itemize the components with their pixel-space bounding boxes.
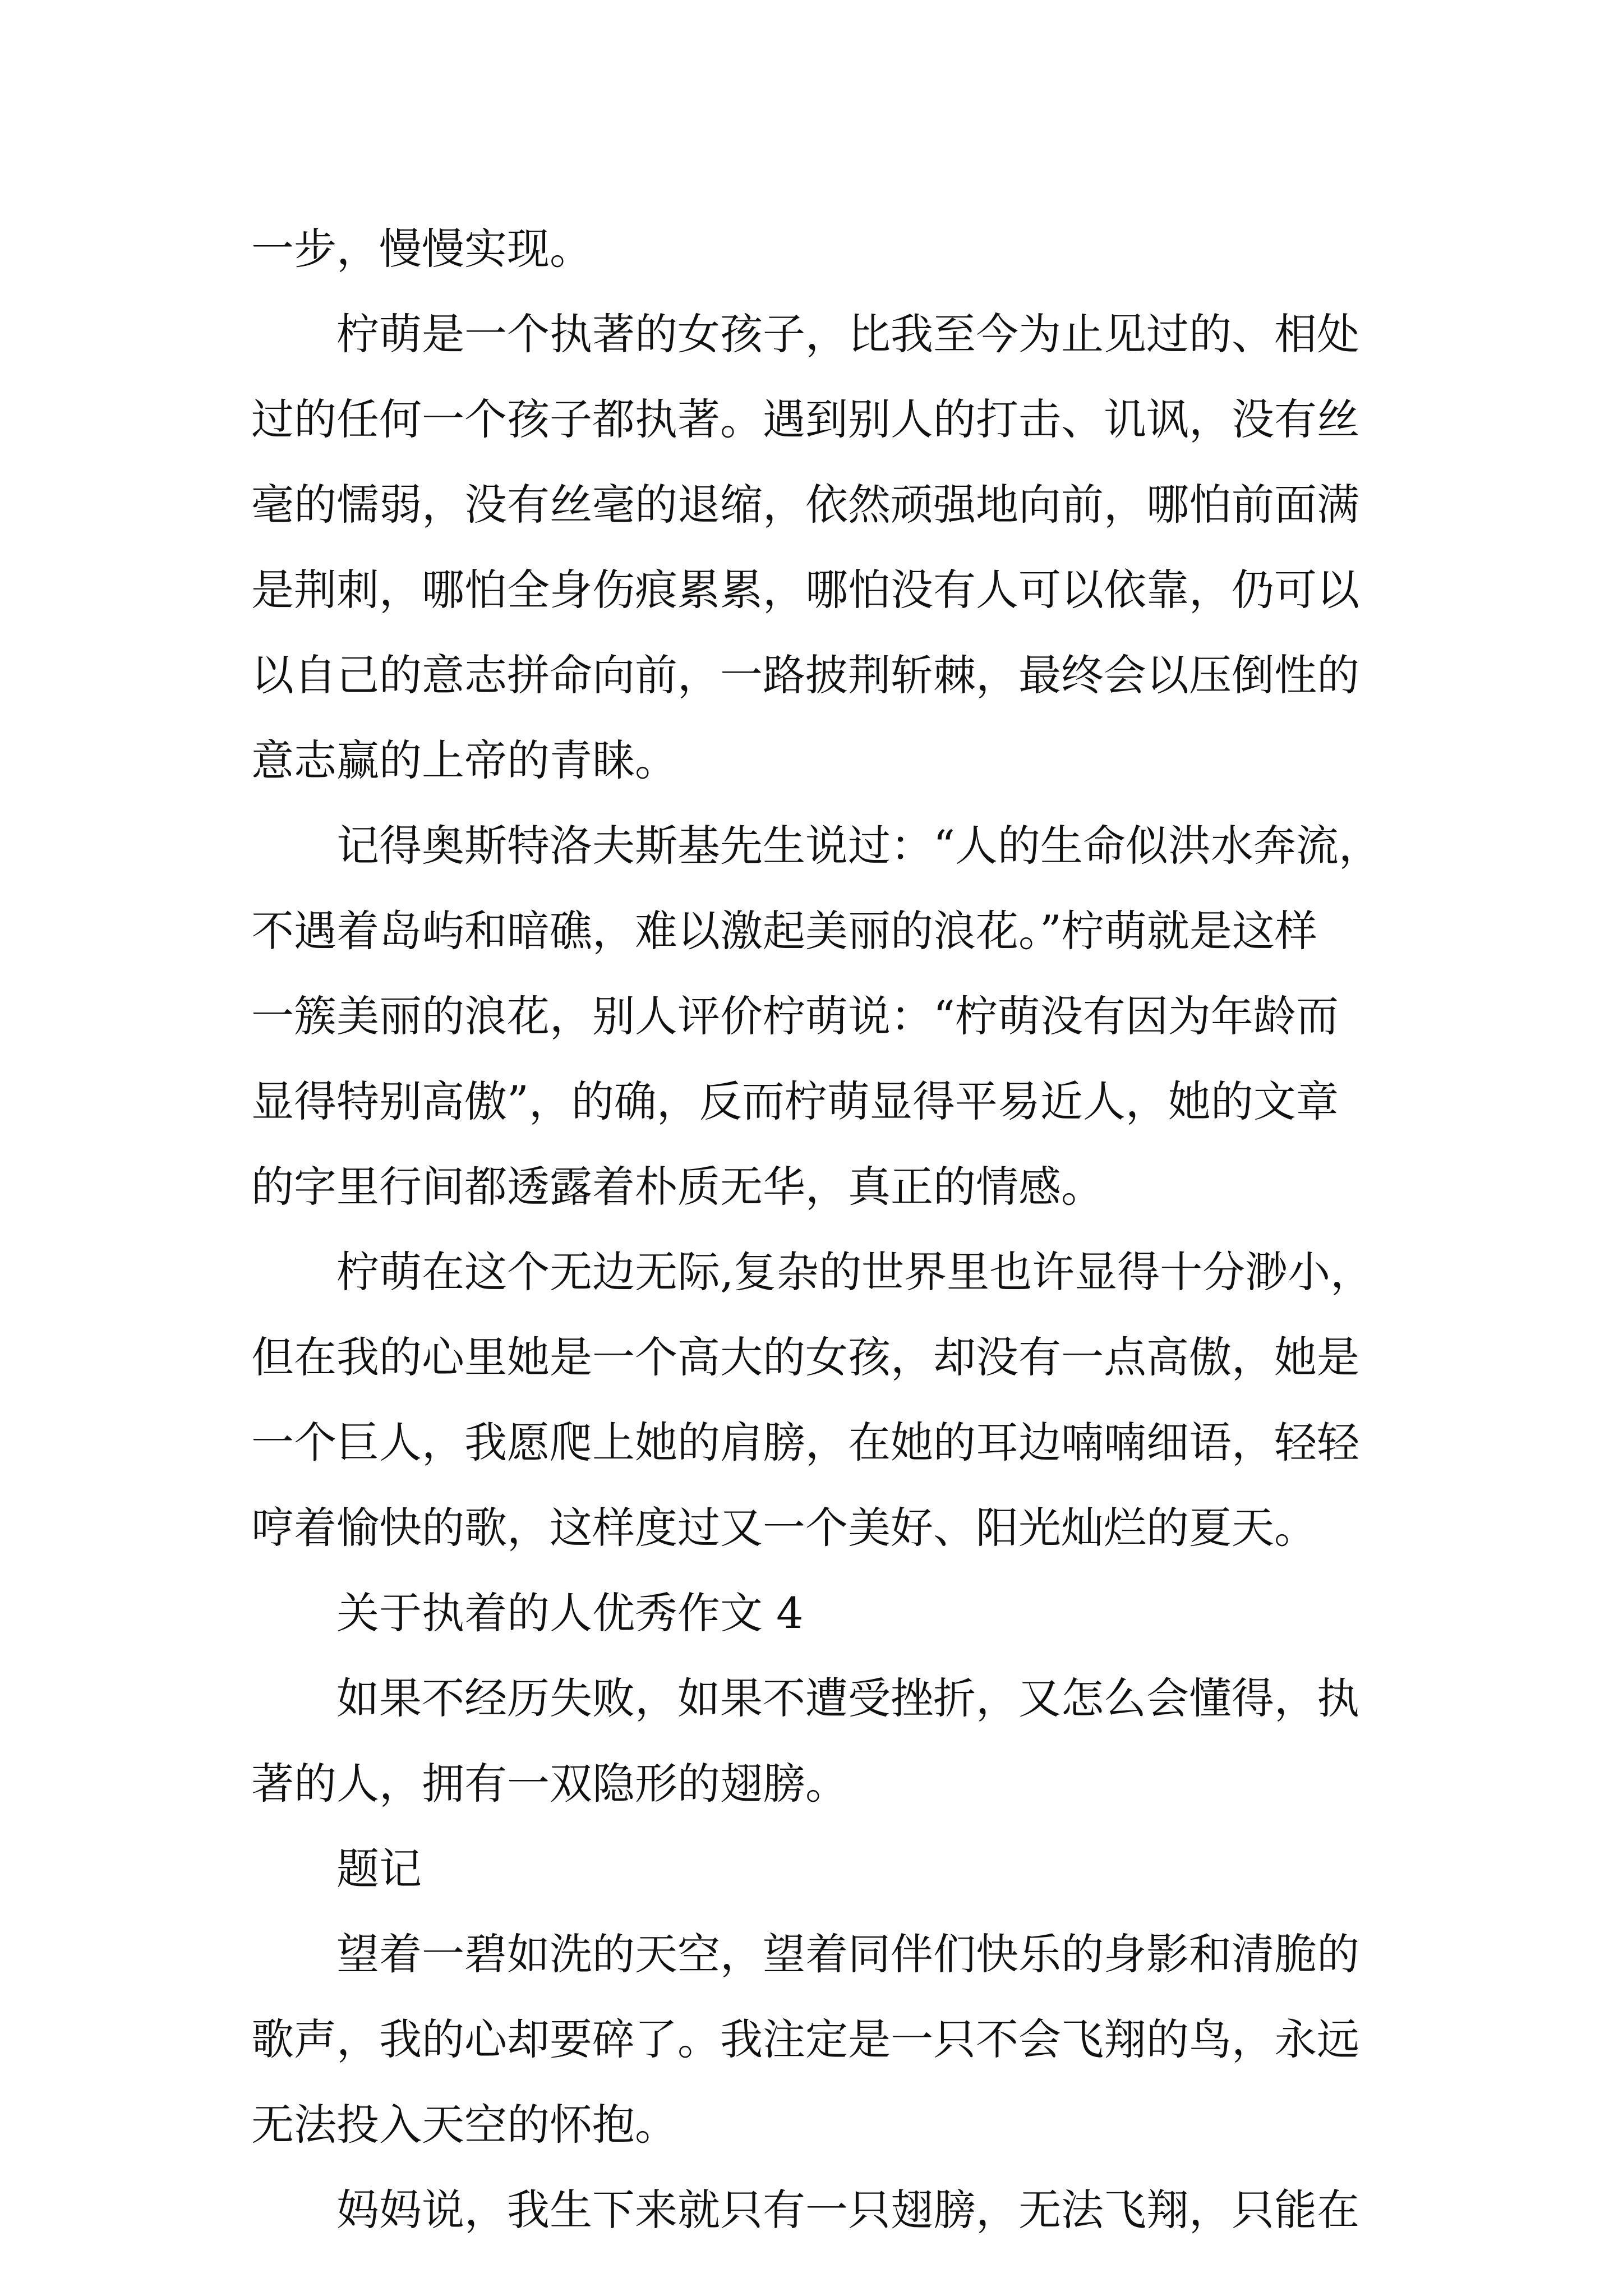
text-line: 歌声，我的心却要碎了。我注定是一只不会飞翔的鸟，永远 (251, 2014, 1359, 2064)
body-text (251, 206, 1381, 2253)
text-line: 过的任何一个孩子都执著。遇到别人的打击、讥讽，没有丝 (251, 394, 1359, 444)
text-line: 哼着愉快的歌，这样度过又一个美好、阳光灿烂的夏天。 (251, 1503, 1317, 1553)
text-line: 不遇着岛屿和暗礁，难以激起美丽的浪花。”柠萌就是这样 (251, 906, 1317, 956)
epigraph-label: 题记 (336, 1844, 422, 1894)
text-line: 无法投入天空的怀抱。 (251, 2100, 677, 2150)
text-line: 的字里行间都透露着朴质无华，真正的情感。 (251, 1162, 1104, 1212)
text-line: 记得奥斯特洛夫斯基先生说过：“人的生命似洪水奔流， (336, 821, 1381, 871)
text-line: 意志赢的上帝的青睐。 (251, 735, 677, 785)
text-line: 如果不经历失败，如果不遭受挫折，又怎么会懂得，执 (336, 1673, 1359, 1723)
text-line: 一步，慢慢实现。 (251, 224, 592, 274)
section-heading: 关于执着的人优秀作文 4 (336, 1588, 804, 1638)
text-line: 毫的懦弱，没有丝毫的退缩，依然顽强地向前，哪怕前面满 (251, 480, 1359, 530)
text-line: 显得特别高傲”，的确，反而柠萌显得平易近人，她的文章 (251, 1076, 1339, 1126)
text-line: 一簇美丽的浪花，别人评价柠萌说：“柠萌没有因为年龄而 (251, 991, 1339, 1041)
text-line: 但在我的心里她是一个高大的女孩，却没有一点高傲，她是 (251, 1332, 1359, 1382)
text-line: 柠萌在这个无边无际,复杂的世界里也许显得十分渺小， (336, 1247, 1373, 1297)
text-line: 望着一碧如洗的天空，望着同伴们快乐的身影和清脆的 (336, 1929, 1359, 1979)
text-line: 著的人，拥有一双隐形的翅膀。 (251, 1759, 848, 1809)
text-line: 一个巨人，我愿爬上她的肩膀，在她的耳边喃喃细语，轻轻 (251, 1418, 1359, 1467)
text-line: 是荆刺，哪怕全身伤痕累累，哪怕没有人可以依靠，仍可以 (251, 565, 1359, 615)
text-line: 以自己的意志拼命向前，一路披荆斩棘，最终会以压倒性的 (251, 650, 1359, 700)
text-line: 妈妈说，我生下来就只有一只翅膀，无法飞翔，只能在 (336, 2185, 1359, 2235)
text-line: 柠萌是一个执著的女孩子，比我至今为止见过的、相处 (336, 309, 1359, 359)
